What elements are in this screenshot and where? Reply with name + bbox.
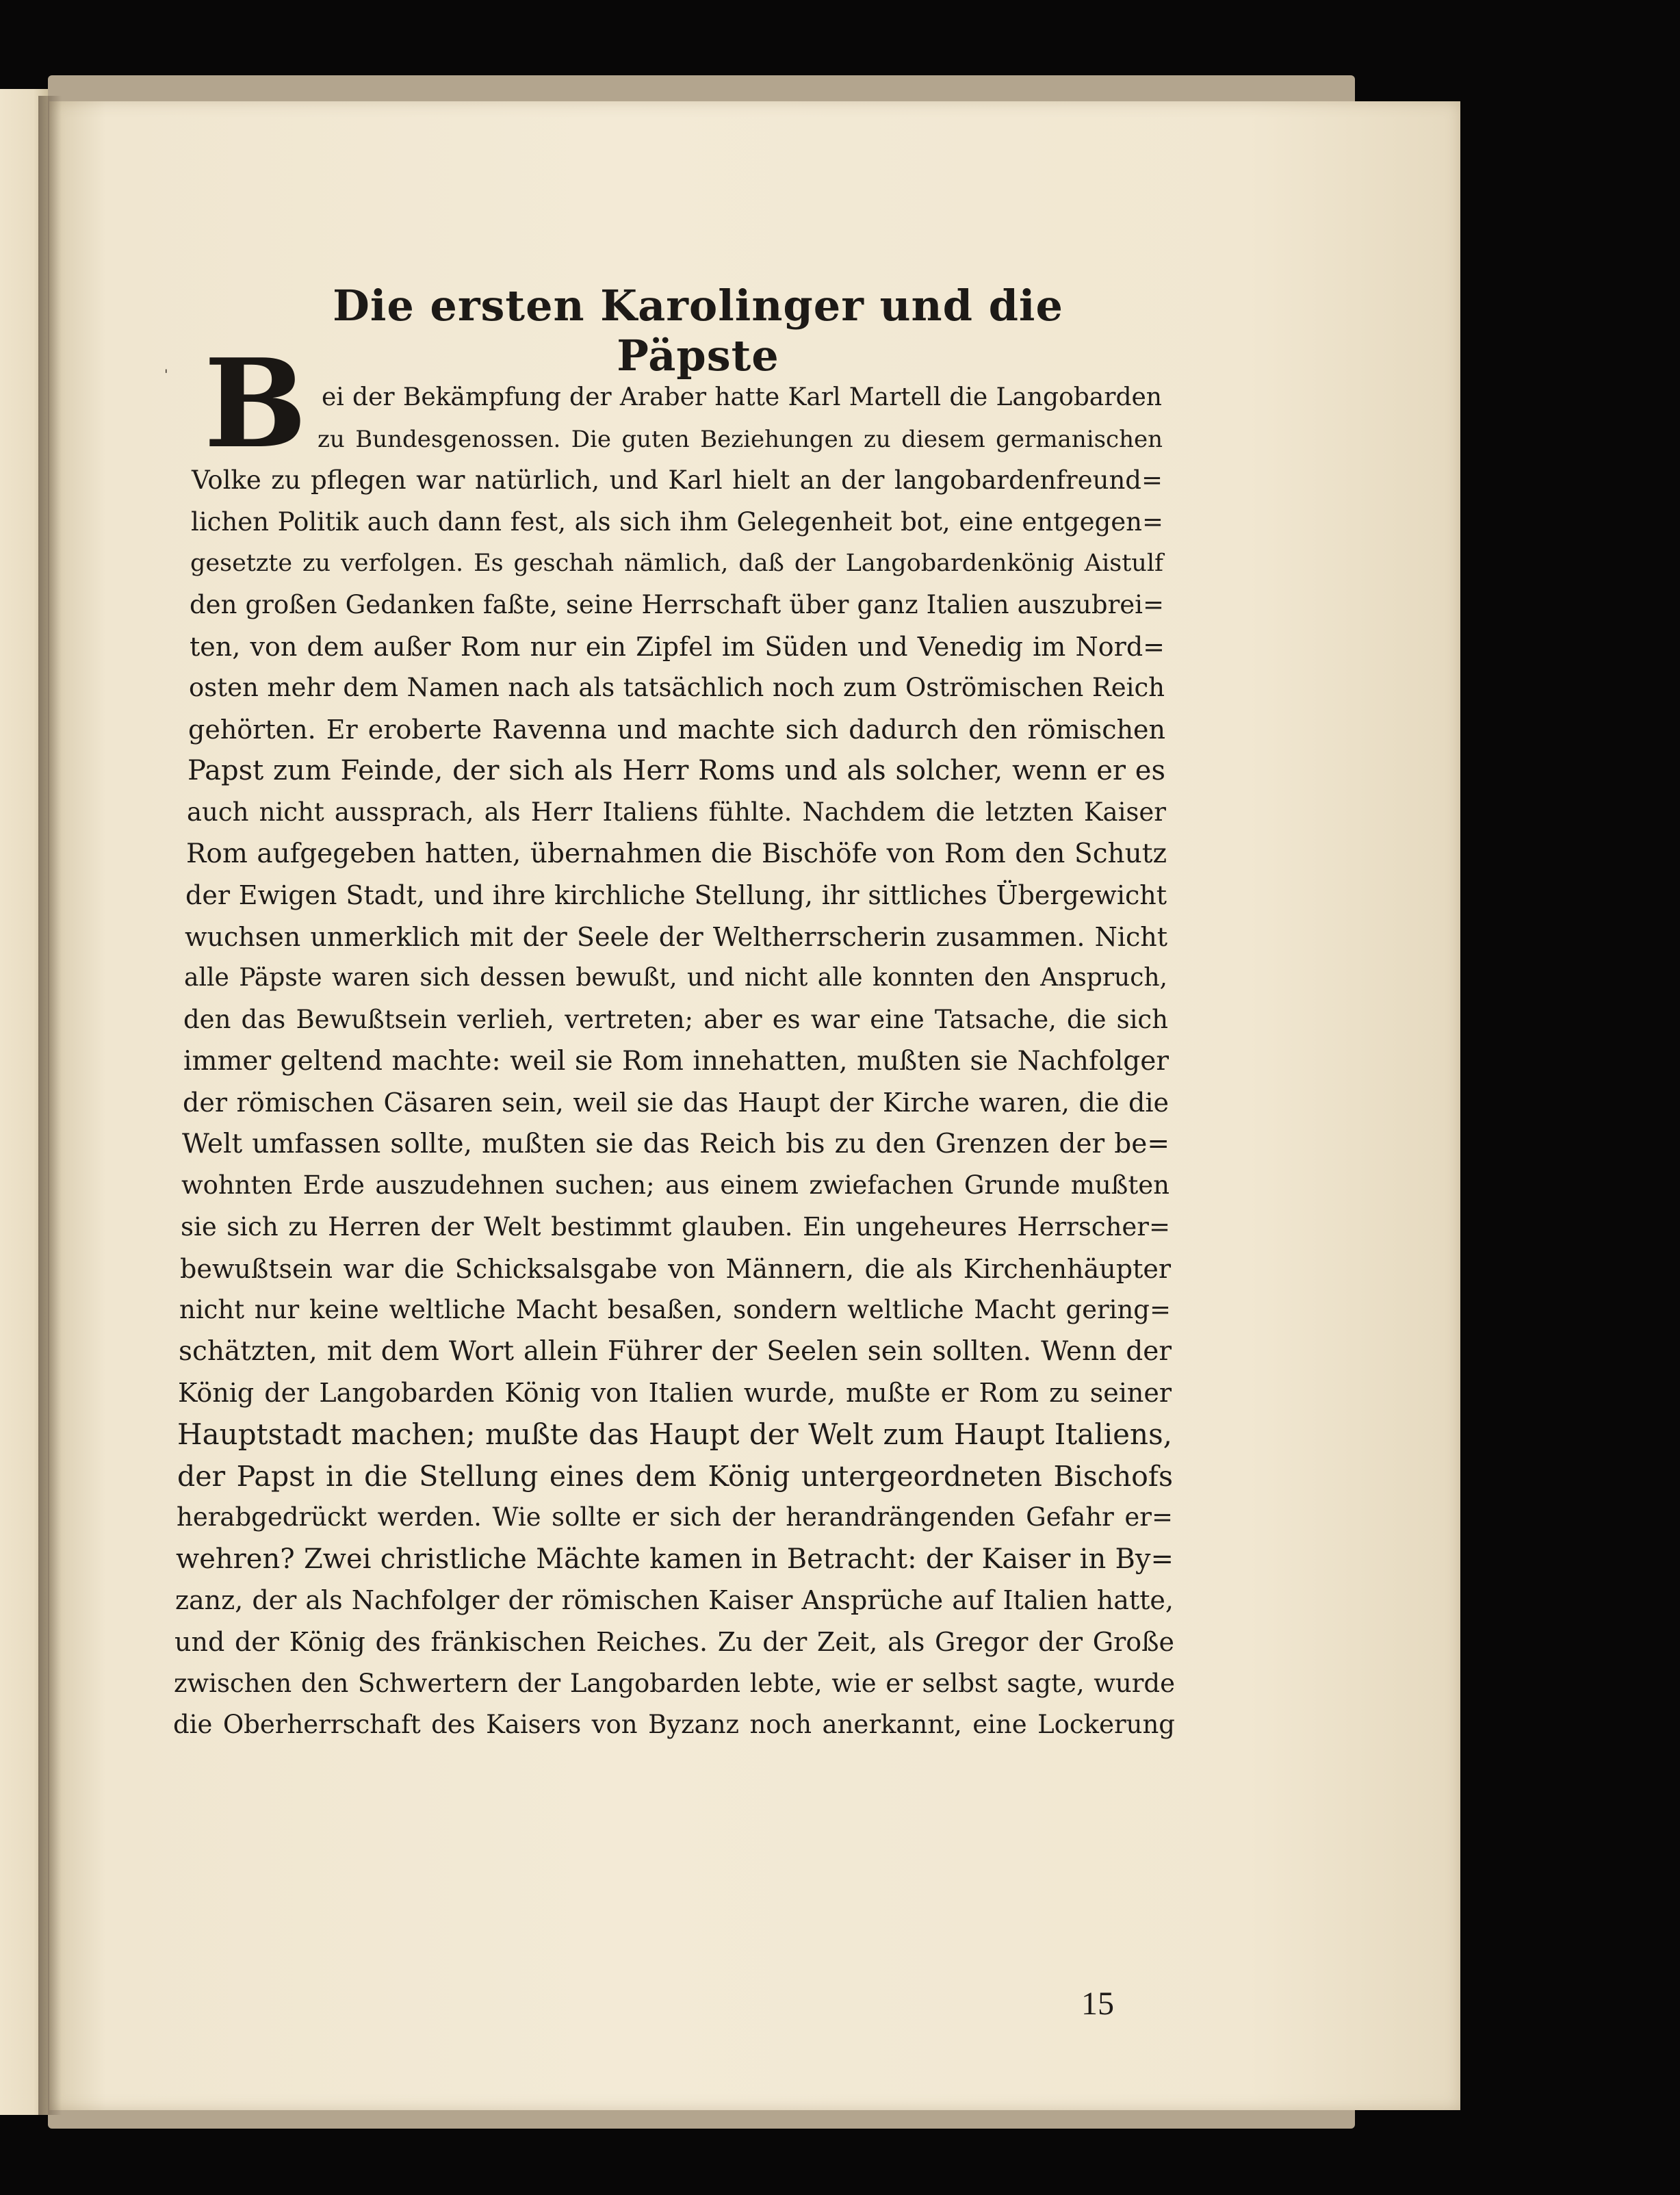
text-line: Volke zu pflegen war natürlich, und Karl hielt an der langobardenfreund=	[192, 465, 1163, 495]
drop-cap-initial: B	[204, 332, 307, 475]
page-number: 15	[1081, 1986, 1114, 2022]
text-line: den das Bewußtsein verlieh, vertreten; aber es war eine Tatsache, die sich	[183, 1005, 1168, 1034]
text-line: ei der Bekämpfung der Araber hatte Karl Martell die Langobarden	[322, 383, 1162, 411]
text-line: die Oberherrschaft des Kaisers von Byzanz noch anerkannt, eine Lockerung	[173, 1710, 1175, 1739]
text-line: Papst zum Feinde, der sich als Herr Roms und als solcher, wenn er es	[188, 755, 1165, 786]
text-line: den großen Gedanken faßte, seine Herrschaft über ganz Italien auszubrei=	[190, 590, 1164, 619]
text-line: der Ewigen Stadt, und ihre kirchliche Stellung, ihr sittliches Übergewicht	[185, 880, 1167, 910]
text-line: der Papst in die Stellung eines dem König untergeordneten Bischofs	[177, 1460, 1173, 1493]
margin-mark: '	[164, 366, 168, 383]
text-line: der römischen Cäsaren sein, weil sie das Haupt der Kirche waren, die die	[183, 1088, 1169, 1118]
text-line: Rom aufgegeben hatten, übernahmen die Bischöfe von Rom den Schutz	[186, 838, 1167, 869]
chapter-title: Die ersten Karolinger und die Päpste	[333, 281, 1063, 381]
text-line: wohnten Erde auszudehnen suchen; aus einem zwiefachen Grunde mußten	[181, 1170, 1169, 1200]
text-line: wuchsen unmerklich mit der Seele der Weltherrscherin zusammen. Nicht	[185, 922, 1167, 952]
text-line: König der Langobarden König von Italien wurde, mußte er Rom zu seiner	[178, 1378, 1172, 1408]
text-line: sie sich zu Herren der Welt bestimmt glauben. Ein ungeheures Herrscher=	[181, 1212, 1170, 1242]
text-line: ten, von dem außer Rom nur ein Zipfel im Süden und Venedig im Nord=	[190, 632, 1165, 662]
text-line: gehörten. Er eroberte Ravenna und machte sich dadurch den römischen	[188, 715, 1165, 745]
text-line: Hauptstadt machen; mußte das Haupt der Welt zum Haupt Italiens,	[177, 1417, 1172, 1451]
text-line: lichen Politik auch dann fest, als sich ihm Gelegenheit bot, eine entgegen=	[191, 507, 1163, 537]
text-line: und der König des fränkischen Reiches. Zu der Zeit, als Gregor der Große	[175, 1627, 1174, 1657]
text-line: herabgedrückt werden. Wie sollte er sich der herandrängenden Gefahr er=	[177, 1502, 1173, 1532]
text-line: alle Päpste waren sich dessen bewußt, und nicht alle konnten den Anspruch,	[184, 964, 1167, 992]
text-line: auch nicht aussprach, als Herr Italiens fühlte. Nachdem die letzten Kaiser	[187, 797, 1166, 827]
text-line: osten mehr dem Namen nach als tatsächlich noch zum Oströmischen Reich	[189, 673, 1165, 702]
text-line: wehren? Zwei christliche Mächte kamen in Betracht: der Kaiser in By=	[176, 1543, 1174, 1575]
text-line: bewußtsein war die Schicksalsgabe von Männern, die als Kirchenhäupter	[180, 1254, 1171, 1284]
text-line: gesetzte zu verfolgen. Es geschah nämlich, daß der Langobardenkönig Aistulf	[190, 550, 1163, 577]
gutter-shadow	[38, 96, 62, 2115]
text-line: zanz, der als Nachfolger der römischen Kaiser Ansprüche auf Italien hatte,	[175, 1585, 1174, 1615]
text-line: nicht nur keine weltliche Macht besaßen, sondern weltliche Macht gering=	[179, 1295, 1171, 1324]
text-line: Welt umfassen sollte, mußten sie das Reich bis zu den Grenzen der be=	[182, 1129, 1169, 1159]
text-line: zwischen den Schwertern der Langobarden lebte, wie er selbst sagte, wurde	[174, 1669, 1175, 1698]
text-line: immer geltend machte: weil sie Rom innehatten, mußten sie Nachfolger	[183, 1046, 1169, 1077]
text-line: zu Bundesgenossen. Die guten Beziehungen zu diesem germanischen	[318, 426, 1163, 453]
text-line: schätzten, mit dem Wort allein Führer der Seelen sein sollten. Wenn der	[179, 1336, 1172, 1367]
